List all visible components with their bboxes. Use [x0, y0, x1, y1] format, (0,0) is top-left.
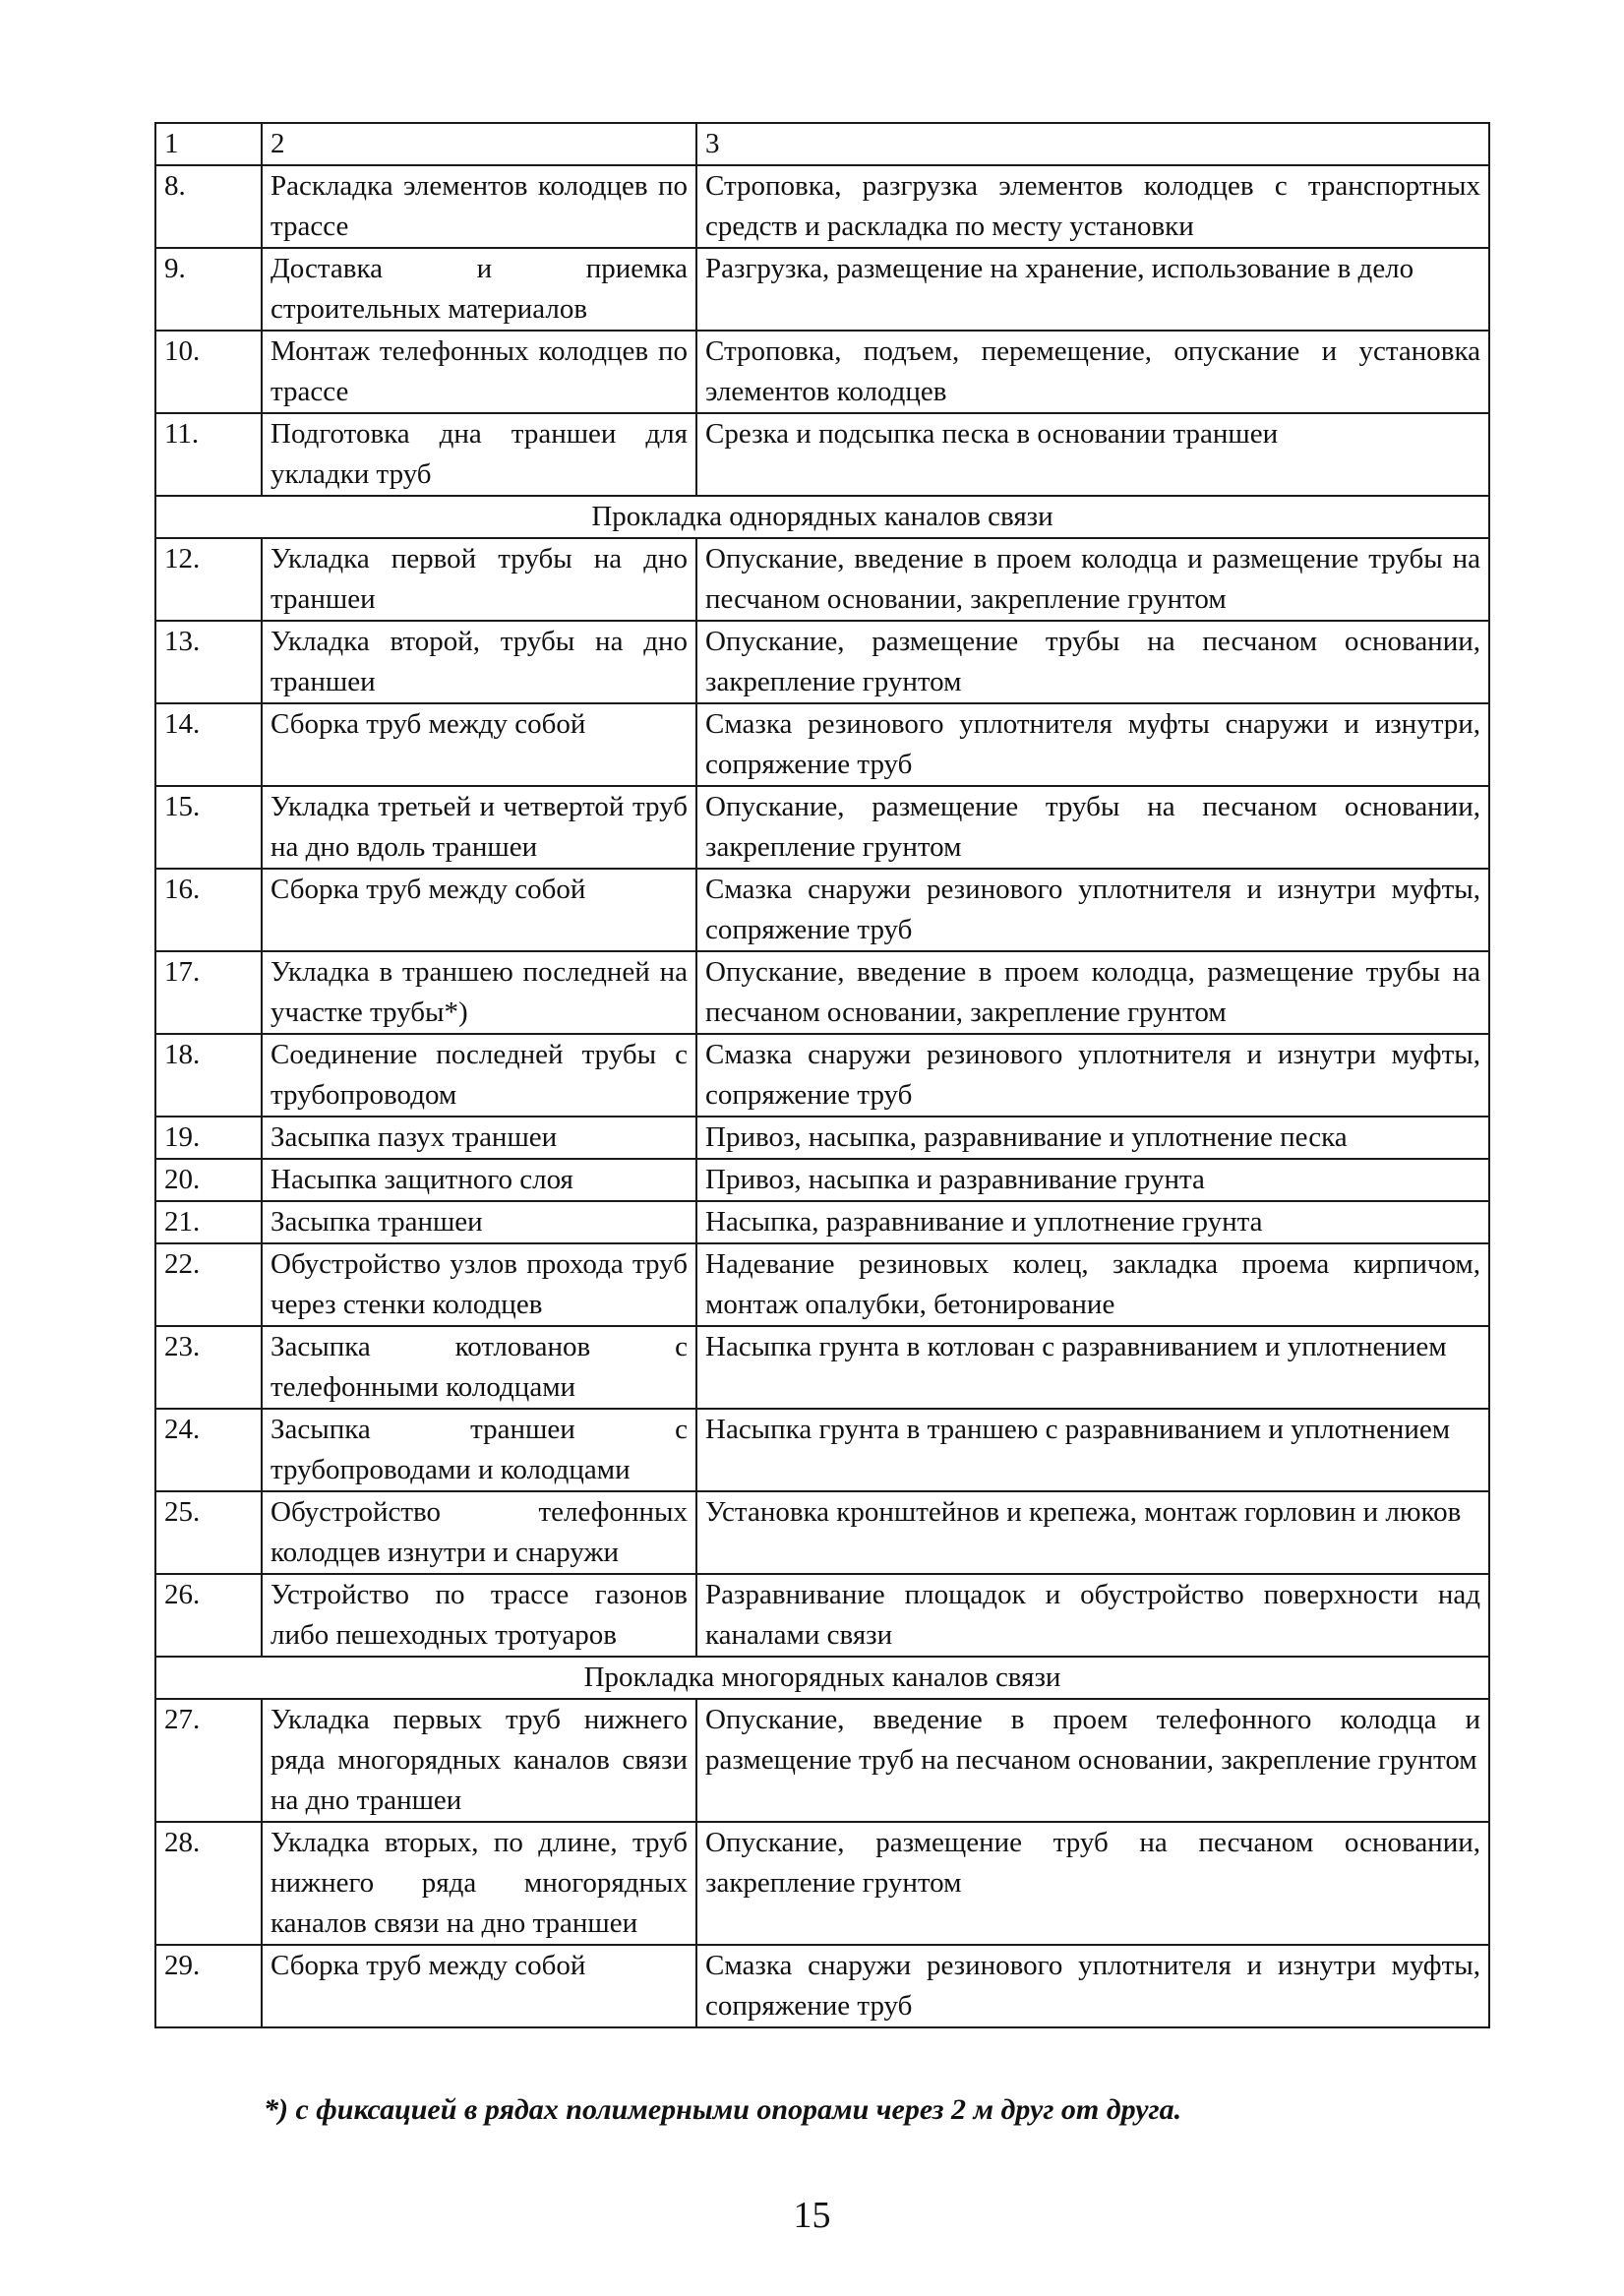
row-number-cell: 8. [155, 165, 262, 248]
work-name-cell: Укладка вторых, по длине, труб нижнего ряда многорядных каналов связи на дно траншеи [262, 1822, 696, 1945]
table-row [155, 1159, 1489, 1201]
footnote: *) с фиксацией в рядах полимерными опорами через 2 м друг от друга. [264, 2093, 1182, 2126]
work-name-cell: Насыпка защитного слоя [262, 1159, 696, 1201]
operations-cell: Опускание, введение в проем телефонного колодца и размещение труб на песчаном основании, закрепление грунтом [696, 1699, 1489, 1822]
work-name-cell: Укладка первых труб нижнего ряда многорядных каналов связи на дно траншеи [262, 1699, 696, 1822]
table-row [155, 1822, 1489, 1945]
operations-cell: Надевание резиновых колец, закладка проема кирпичом, монтаж опалубки, бетонирование [696, 1243, 1489, 1326]
operations-cell: Привоз, насыпка, разравнивание и уплотнение песка [696, 1117, 1489, 1159]
table-header-row [155, 123, 1489, 165]
row-number-cell: 29. [155, 1945, 262, 2027]
row-number-cell: 16. [155, 869, 262, 951]
work-name-cell: Засыпка котлованов с телефонными колодцами [262, 1326, 696, 1409]
operations-cell: Привоз, насыпка и разравнивание грунта [696, 1159, 1489, 1201]
work-name-cell: Сборка труб между собой [262, 869, 696, 951]
work-name-cell: Обустройство узлов прохода труб через стенки колодцев [262, 1243, 696, 1326]
works-table [154, 122, 1490, 2028]
header-cell-3: 3 [696, 123, 1489, 165]
row-number-cell: 23. [155, 1326, 262, 1409]
table-row [155, 1117, 1489, 1159]
row-number-cell: 9. [155, 248, 262, 331]
row-number-cell: 28. [155, 1822, 262, 1945]
table-row [155, 621, 1489, 703]
row-number-cell: 20. [155, 1159, 262, 1201]
table-row [155, 786, 1489, 869]
work-name-cell: Сборка труб между собой [262, 703, 696, 786]
section-row [155, 1657, 1489, 1699]
work-name-cell: Засыпка траншеи с трубопроводами и колодцами [262, 1409, 696, 1491]
row-number-cell: 10. [155, 331, 262, 413]
operations-cell: Установка кронштейнов и крепежа, монтаж горловин и люков [696, 1491, 1489, 1574]
work-name-cell: Укладка в траншею последней на участке трубы*) [262, 951, 696, 1034]
work-name-cell: Сборка труб между собой [262, 1945, 696, 2027]
row-number-cell: 22. [155, 1243, 262, 1326]
section-title: Прокладка многорядных каналов связи [155, 1657, 1489, 1699]
operations-cell: Смазка снаружи резинового уплотнителя и изнутри муфты, сопряжение труб [696, 1034, 1489, 1117]
work-name-cell: Устройство по трассе газонов либо пешеходных тротуаров [262, 1574, 696, 1657]
operations-cell: Опускание, размещение трубы на песчаном основании, закрепление грунтом [696, 621, 1489, 703]
table-row [155, 331, 1489, 413]
table-row [155, 248, 1489, 331]
row-number-cell: 14. [155, 703, 262, 786]
page-number: 15 [793, 2195, 831, 2236]
operations-cell: Опускание, введение в проем колодца и размещение трубы на песчаном основании, закрепление грунтом [696, 538, 1489, 621]
row-number-cell: 13. [155, 621, 262, 703]
work-name-cell: Соединение последней трубы с трубопроводом [262, 1034, 696, 1117]
header-cell-1: 1 [155, 123, 262, 165]
work-name-cell: Укладка третьей и четвертой труб на дно вдоль траншеи [262, 786, 696, 869]
row-number-cell: 15. [155, 786, 262, 869]
table-row [155, 951, 1489, 1034]
work-name-cell: Укладка второй, трубы на дно траншеи [262, 621, 696, 703]
work-name-cell: Доставка и приемка строительных материалов [262, 248, 696, 331]
row-number-cell: 18. [155, 1034, 262, 1117]
table-row [155, 869, 1489, 951]
table-row [155, 1491, 1489, 1574]
table-row [155, 703, 1489, 786]
table-row [155, 1201, 1489, 1243]
operations-cell: Разгрузка, размещение на хранение, использование в дело [696, 248, 1489, 331]
row-number-cell: 25. [155, 1491, 262, 1574]
work-name-cell: Подготовка дна траншеи для укладки труб [262, 413, 696, 496]
row-number-cell: 24. [155, 1409, 262, 1491]
operations-cell: Смазка снаружи резинового уплотнителя и изнутри муфты, сопряжение труб [696, 1945, 1489, 2027]
operations-cell: Опускание, размещение трубы на песчаном основании, закрепление грунтом [696, 786, 1489, 869]
row-number-cell: 21. [155, 1201, 262, 1243]
work-name-cell: Засыпка пазух траншеи [262, 1117, 696, 1159]
operations-cell: Смазка снаружи резинового уплотнителя и изнутри муфты, сопряжение труб [696, 869, 1489, 951]
table-row [155, 538, 1489, 621]
operations-cell: Опускание, размещение труб на песчаном основании, закрепление грунтом [696, 1822, 1489, 1945]
work-name-cell: Укладка первой трубы на дно траншеи [262, 538, 696, 621]
table-row [155, 1945, 1489, 2027]
row-number-cell: 17. [155, 951, 262, 1034]
row-number-cell: 11. [155, 413, 262, 496]
table-row [155, 1574, 1489, 1657]
operations-cell: Опускание, введение в проем колодца, размещение трубы на песчаном основании, закрепление грунтом [696, 951, 1489, 1034]
work-name-cell: Засыпка траншеи [262, 1201, 696, 1243]
row-number-cell: 12. [155, 538, 262, 621]
work-name-cell: Обустройство телефонных колодцев изнутри и снаружи [262, 1491, 696, 1574]
table-row [155, 1699, 1489, 1822]
section-row [155, 496, 1489, 538]
row-number-cell: 19. [155, 1117, 262, 1159]
table-row [155, 165, 1489, 248]
row-number-cell: 27. [155, 1699, 262, 1822]
table-row [155, 413, 1489, 496]
work-name-cell: Раскладка элементов колодцев по трассе [262, 165, 696, 248]
operations-cell: Насыпка грунта в траншею с разравниванием и уплотнением [696, 1409, 1489, 1491]
operations-cell: Насыпка, разравнивание и уплотнение грунта [696, 1201, 1489, 1243]
operations-cell: Срезка и подсыпка песка в основании траншеи [696, 413, 1489, 496]
table-row [155, 1243, 1489, 1326]
operations-cell: Смазка резинового уплотнителя муфты снаружи и изнутри, сопряжение труб [696, 703, 1489, 786]
table-row [155, 1034, 1489, 1117]
operations-cell: Строповка, разгрузка элементов колодцев с транспортных средств и раскладка по месту установки [696, 165, 1489, 248]
table-row [155, 1326, 1489, 1409]
operations-cell: Насыпка грунта в котлован с разравниванием и уплотнением [696, 1326, 1489, 1409]
section-title: Прокладка однорядных каналов связи [155, 496, 1489, 538]
work-name-cell: Монтаж телефонных колодцев по трассе [262, 331, 696, 413]
header-cell-2: 2 [262, 123, 696, 165]
row-number-cell: 26. [155, 1574, 262, 1657]
operations-cell: Строповка, подъем, перемещение, опускание и установка элементов колодцев [696, 331, 1489, 413]
operations-cell: Разравнивание площадок и обустройство поверхности над каналами связи [696, 1574, 1489, 1657]
table-row [155, 1409, 1489, 1491]
